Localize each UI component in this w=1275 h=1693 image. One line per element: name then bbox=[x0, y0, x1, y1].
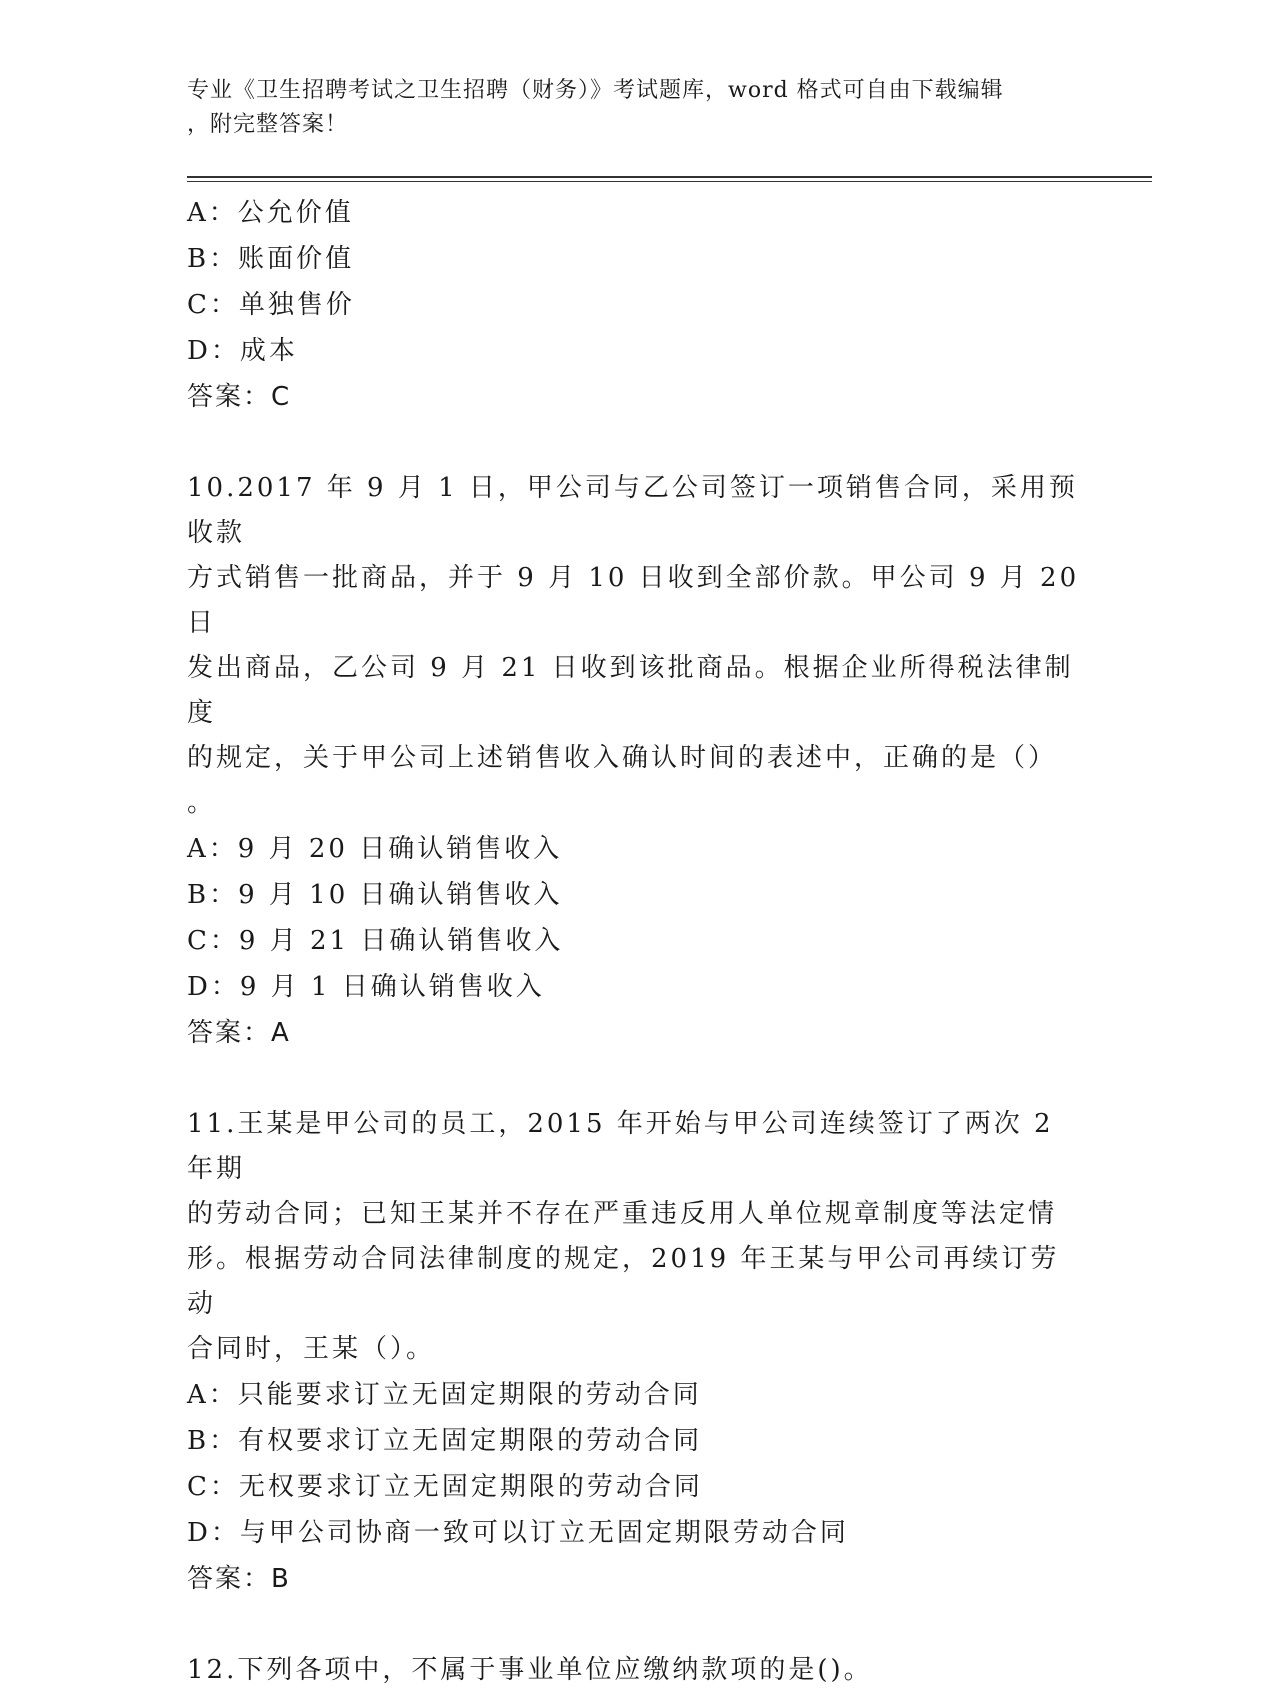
question-10-block bbox=[187, 466, 1087, 1056]
q11-stem bbox=[187, 1102, 1087, 1372]
q11-option-a: A：只能要求订立无固定期限的劳动合同 bbox=[187, 1380, 702, 1410]
q10-stem-line: 发出商品，乙公司 9 月 21 日收到该批商品。根据企业所得税法律制度 bbox=[187, 653, 1074, 728]
header-line-2: ，附完整答案！ bbox=[187, 112, 349, 137]
q10-stem bbox=[187, 466, 1087, 826]
q11-stem-line: 的劳动合同；已知王某并不存在严重违反用人单位规章制度等法定情 bbox=[187, 1199, 1058, 1229]
header-divider-thick bbox=[187, 176, 1152, 178]
q10-stem-line: 。 bbox=[187, 788, 217, 818]
q11-stem-line: 合同时，王某（）。 bbox=[187, 1334, 436, 1364]
q11-stem-line: 形。根据劳动合同法律制度的规定，2019 年王某与甲公司再续订劳动 bbox=[187, 1244, 1060, 1319]
header-line-1: 专业《卫生招聘考试之卫生招聘（财务）》考试题库，word 格式可自由下载编辑 bbox=[187, 78, 1004, 103]
q9-answer: 答案：C bbox=[187, 382, 292, 412]
q11-stem-line: 11.王某是甲公司的员工，2015 年开始与甲公司连续签订了两次 2 年期 bbox=[187, 1109, 1054, 1184]
q11-option-c: C：无权要求订立无固定期限的劳动合同 bbox=[187, 1472, 703, 1502]
q10-stem-line: 10.2017 年 9 月 1 日，甲公司与乙公司签订一项销售合同，采用预收款 bbox=[187, 473, 1078, 548]
q10-option-b: B：9 月 10 日确认销售收入 bbox=[187, 880, 563, 910]
q10-option-d: D：9 月 1 日确认销售收入 bbox=[187, 972, 545, 1002]
q12-stem-line: 12.下列各项中，不属于事业单位应缴纳款项的是()。 bbox=[187, 1655, 873, 1685]
q11-option-b: B：有权要求订立无固定期限的劳动合同 bbox=[187, 1426, 703, 1456]
document-body bbox=[187, 190, 1087, 1693]
header-divider-thin bbox=[187, 181, 1152, 182]
q10-answer: 答案：A bbox=[187, 1018, 291, 1048]
q9-option-b: B：账面价值 bbox=[187, 244, 355, 274]
q10-stem-line: 方式销售一批商品，并于 9 月 10 日收到全部价款。甲公司 9 月 20 日 bbox=[187, 563, 1080, 638]
question-9-block bbox=[187, 190, 1087, 420]
q9-option-d: D：成本 bbox=[187, 336, 298, 366]
question-12-block bbox=[187, 1648, 1087, 1693]
q10-stem-line: 的规定，关于甲公司上述销售收入确认时间的表述中，正确的是（） bbox=[187, 743, 1058, 773]
q9-option-a: A：公允价值 bbox=[187, 198, 354, 228]
q10-option-c: C：9 月 21 日确认销售收入 bbox=[187, 926, 564, 956]
q11-option-d: D：与甲公司协商一致可以订立无固定期限劳动合同 bbox=[187, 1518, 849, 1548]
q12-stem bbox=[187, 1648, 1087, 1693]
q10-option-a: A：9 月 20 日确认销售收入 bbox=[187, 834, 563, 864]
q9-option-c: C：单独售价 bbox=[187, 290, 355, 320]
question-11-block bbox=[187, 1102, 1087, 1602]
document-header bbox=[187, 74, 1067, 142]
q11-answer: 答案：B bbox=[187, 1564, 291, 1594]
